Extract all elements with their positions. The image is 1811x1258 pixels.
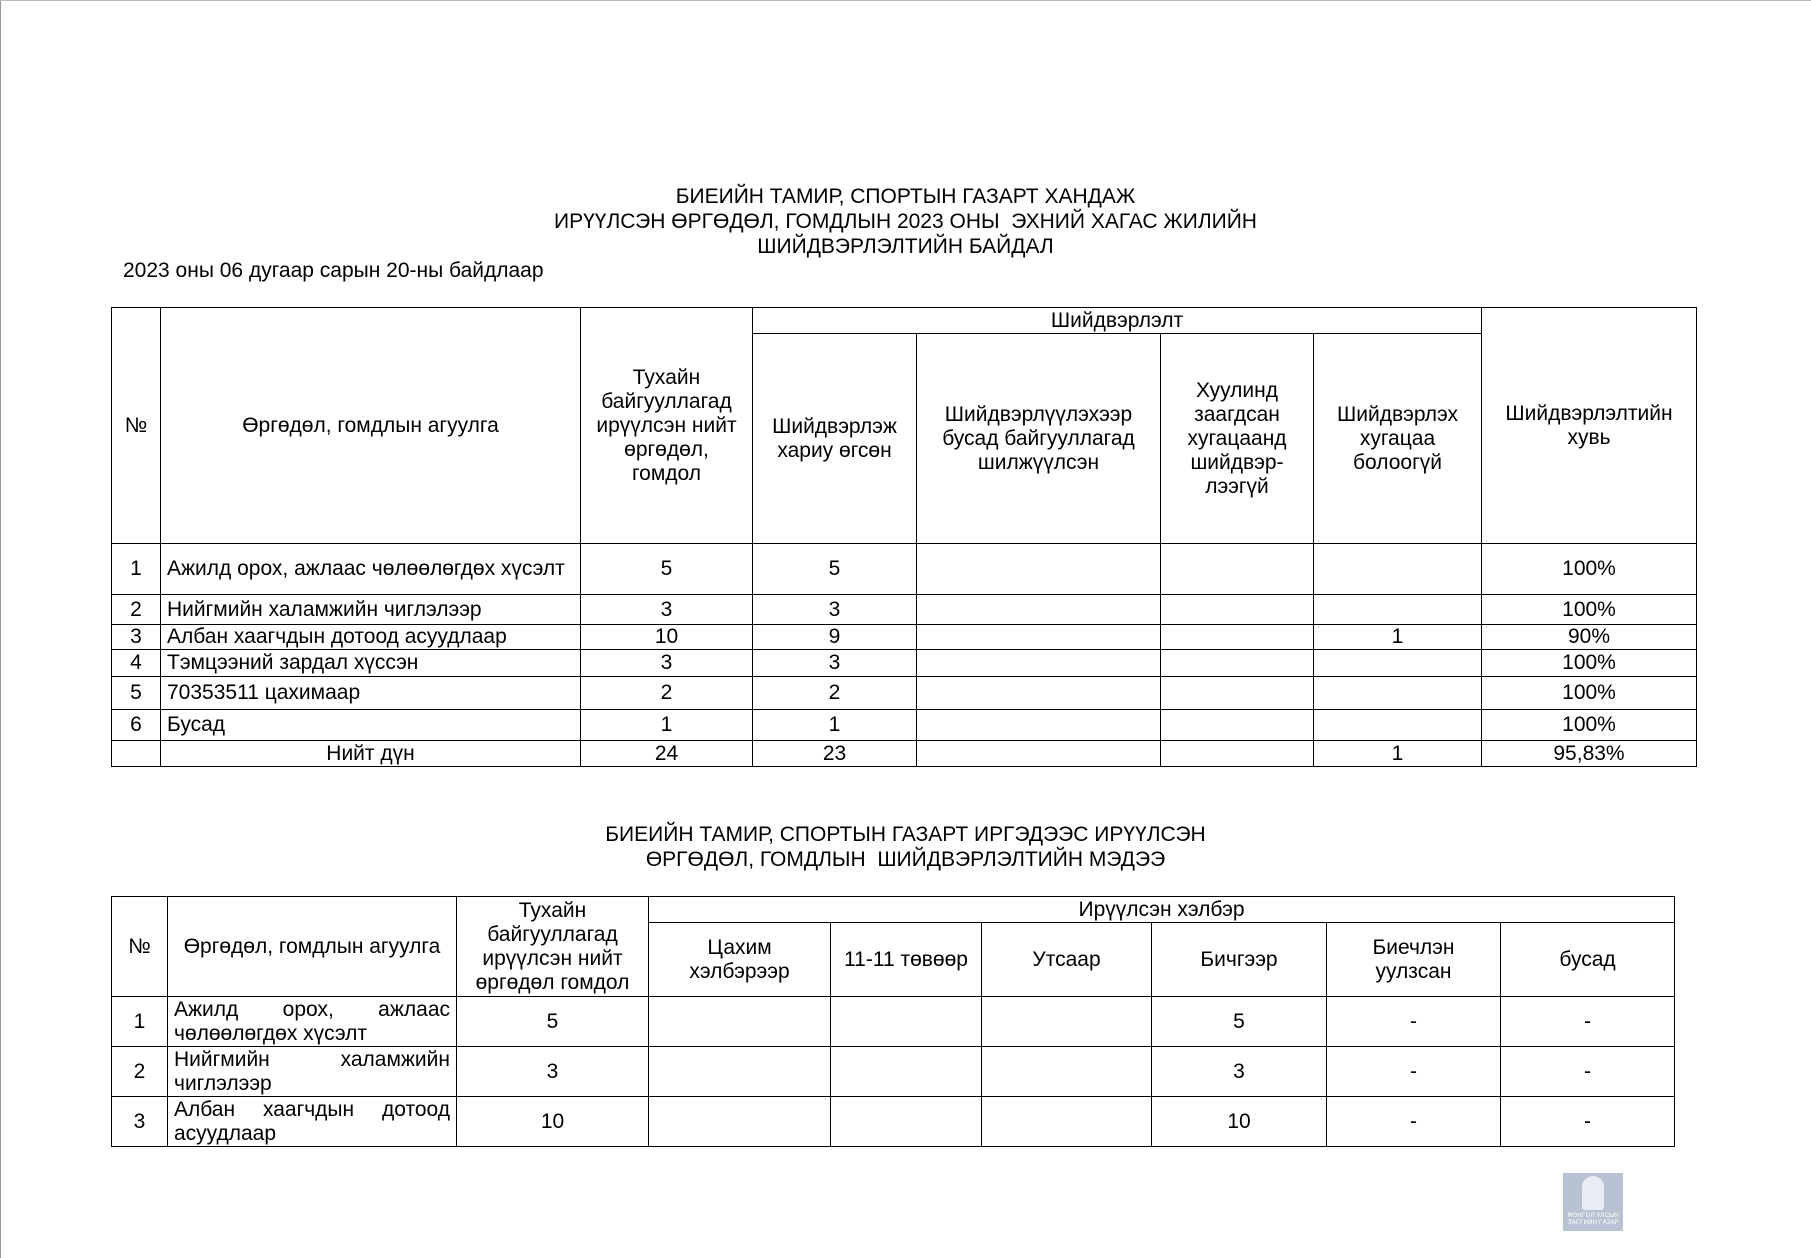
- cell-not-due: [1314, 595, 1482, 625]
- cell-other: -: [1501, 997, 1675, 1047]
- cell-content: 70353511 цахимаар: [161, 677, 581, 710]
- cell-transferred: [917, 650, 1161, 677]
- cell-transferred: [917, 677, 1161, 710]
- total-row: [112, 741, 1697, 767]
- cell-phone: [982, 997, 1152, 1047]
- report-date: 2023 оны 06 дугаар сарын 20-ны байдлаар: [123, 259, 544, 282]
- header-submission-group: Ирүүлсэн хэлбэр: [649, 897, 1675, 923]
- soyombo-symbol: [1582, 1176, 1604, 1210]
- cell-not-in-time: [1161, 650, 1314, 677]
- cell-total: 3: [457, 1047, 649, 1097]
- header-not-due: Шийдвэрлэх хугацаа болоогүй: [1314, 334, 1482, 544]
- header-resolution-group: Шийдвэрлэлт: [753, 308, 1482, 334]
- cell-no: 1: [112, 544, 161, 595]
- cell-no: 2: [112, 1047, 168, 1097]
- cell-not-in-time: [1161, 625, 1314, 650]
- cell-total: 5: [581, 544, 753, 595]
- cell-not-in-time: [1161, 741, 1314, 767]
- cell-content: Нийгмийн халамжийн чиглэлээр: [161, 595, 581, 625]
- cell-written: 3: [1152, 1047, 1327, 1097]
- cell-answered: 3: [753, 650, 917, 677]
- resolution-table: [111, 307, 1697, 767]
- cell-answered: 1: [753, 710, 917, 741]
- cell-not-due: [1314, 710, 1482, 741]
- section-title-line: БИЕИЙН ТАМИР, СПОРТЫН ГАЗАРТ ИРГЭДЭЭС ИРҮҮЛСЭН: [605, 823, 1206, 846]
- cell-not-due: [1314, 677, 1482, 710]
- cell-percent: 100%: [1482, 595, 1697, 625]
- header-not-in-time: Хуулинд заагдсан хугацаанд шийдвэр-лээгүй: [1161, 334, 1314, 544]
- cell-transferred: [917, 710, 1161, 741]
- table-row: [112, 625, 1697, 650]
- cell-in-person: -: [1327, 1097, 1501, 1147]
- cell-1111-center: [831, 997, 982, 1047]
- cell-no-empty: [112, 741, 161, 767]
- table-row: [112, 544, 1697, 595]
- total-label: Нийт дүн: [161, 741, 581, 767]
- cell-total: 3: [581, 595, 753, 625]
- header-online: Цахим хэлбэрээр: [649, 923, 831, 997]
- cell-answered: 9: [753, 625, 917, 650]
- table-row: [112, 710, 1697, 741]
- header-answered: Шийдвэрлэж хариу өгсөн: [753, 334, 917, 544]
- header-percent: Шийдвэрлэлтийн хувь: [1482, 308, 1697, 544]
- cell-content: Нийгмийн халамжийн чиглэлээр: [168, 1047, 457, 1097]
- cell-online: [649, 1047, 831, 1097]
- cell-no: 6: [112, 710, 161, 741]
- submission-form-table: [111, 896, 1675, 1147]
- header-transferred: Шийдвэрлүүлэхээр бусад байгууллагад шилжүүлсэн: [917, 334, 1161, 544]
- table-row: [112, 1097, 1675, 1147]
- cell-phone: [982, 1097, 1152, 1147]
- cell-percent: 90%: [1482, 625, 1697, 650]
- header-content: Өргөдөл, гомдлын агуулга: [168, 897, 457, 997]
- header-total: Тухайн байгууллагад ирүүлсэн нийт өргөдөл гомдол: [457, 897, 649, 997]
- cell-percent: 95,83%: [1482, 741, 1697, 767]
- cell-no: 3: [112, 625, 161, 650]
- emblem-label-line: ЗАСГИЙН ГАЗАР: [1567, 1219, 1619, 1226]
- header-written: Бичгээр: [1152, 923, 1327, 997]
- cell-total: 5: [457, 997, 649, 1047]
- cell-other: -: [1501, 1047, 1675, 1097]
- page-edge-top: [0, 0, 1811, 1]
- header-phone: Утсаар: [982, 923, 1152, 997]
- cell-percent: 100%: [1482, 650, 1697, 677]
- cell-written: 10: [1152, 1097, 1327, 1147]
- cell-transferred: [917, 625, 1161, 650]
- cell-content: Бусад: [161, 710, 581, 741]
- table-row: [112, 677, 1697, 710]
- cell-transferred: [917, 544, 1161, 595]
- cell-percent: 100%: [1482, 710, 1697, 741]
- cell-no: 5: [112, 677, 161, 710]
- cell-no: 4: [112, 650, 161, 677]
- cell-1111-center: [831, 1047, 982, 1097]
- cell-total: 3: [581, 650, 753, 677]
- cell-answered: 23: [753, 741, 917, 767]
- cell-not-due: 1: [1314, 625, 1482, 650]
- header-total: Тухайн байгууллагад ирүүлсэн нийт өргөдөл, гомдол: [581, 308, 753, 544]
- cell-not-in-time: [1161, 710, 1314, 741]
- cell-not-due: 1: [1314, 741, 1482, 767]
- cell-no: 1: [112, 997, 168, 1047]
- cell-written: 5: [1152, 997, 1327, 1047]
- cell-not-due: [1314, 544, 1482, 595]
- emblem-label: [1567, 1212, 1618, 1226]
- cell-content: Албан хаагчдын дотоод асуудлаар: [161, 625, 581, 650]
- cell-answered: 2: [753, 677, 917, 710]
- table-row: [112, 595, 1697, 625]
- cell-transferred: [917, 595, 1161, 625]
- cell-percent: 100%: [1482, 677, 1697, 710]
- government-emblem-icon: [1563, 1173, 1623, 1231]
- cell-answered: 3: [753, 595, 917, 625]
- cell-not-in-time: [1161, 677, 1314, 710]
- header-other: бусад: [1501, 923, 1675, 997]
- cell-total: 1: [581, 710, 753, 741]
- cell-total: 2: [581, 677, 753, 710]
- cell-content: Албан хаагчдын дотоод асуудлаар: [168, 1097, 457, 1147]
- cell-content: Ажилд орох, ажлаас чөлөөлөгдөх хүсэлт: [168, 997, 457, 1047]
- header-in-person: Биечлэн уулзсан: [1327, 923, 1501, 997]
- cell-phone: [982, 1047, 1152, 1097]
- cell-not-in-time: [1161, 544, 1314, 595]
- section-title: [0, 822, 1811, 872]
- cell-transferred: [917, 741, 1161, 767]
- report-title: [0, 184, 1811, 259]
- cell-other: -: [1501, 1097, 1675, 1147]
- cell-percent: 100%: [1482, 544, 1697, 595]
- cell-content: Ажилд орох, ажлаас чөлөөлөгдөх хүсэлт: [161, 544, 581, 595]
- cell-not-in-time: [1161, 595, 1314, 625]
- report-title-line: ШИЙДВЭРЛЭЛТИЙН БАЙДАЛ: [757, 235, 1054, 258]
- cell-online: [649, 997, 831, 1047]
- table-row: [112, 650, 1697, 677]
- section-title-line: ӨРГӨДӨЛ, ГОМДЛЫН ШИЙДВЭРЛЭЛТИЙН МЭДЭЭ: [645, 848, 1166, 871]
- cell-answered: 5: [753, 544, 917, 595]
- cell-total: 10: [581, 625, 753, 650]
- table-row: [112, 1047, 1675, 1097]
- emblem-label-line: МОНГОЛ УЛСЫН: [1567, 1212, 1619, 1219]
- cell-in-person: -: [1327, 1047, 1501, 1097]
- cell-online: [649, 1097, 831, 1147]
- header-content: Өргөдөл, гомдлын агуулга: [161, 308, 581, 544]
- cell-no: 2: [112, 595, 161, 625]
- report-title-line: БИЕИЙН ТАМИР, СПОРТЫН ГАЗАРТ ХАНДАЖ: [675, 185, 1136, 208]
- table-row: [112, 997, 1675, 1047]
- cell-not-due: [1314, 650, 1482, 677]
- cell-total: 10: [457, 1097, 649, 1147]
- cell-total: 24: [581, 741, 753, 767]
- cell-no: 3: [112, 1097, 168, 1147]
- cell-in-person: -: [1327, 997, 1501, 1047]
- header-no: №: [112, 897, 168, 997]
- header-no: №: [112, 308, 161, 544]
- cell-1111-center: [831, 1097, 982, 1147]
- header-1111-center: 11-11 төвөөр: [831, 923, 982, 997]
- cell-content: Тэмцээний зардал хүссэн: [161, 650, 581, 677]
- report-title-line: ИРҮҮЛСЭН ӨРГӨДӨЛ, ГОМДЛЫН 2023 ОНЫ ЭХНИЙ ХАГАС ЖИЛИЙН: [554, 210, 1257, 233]
